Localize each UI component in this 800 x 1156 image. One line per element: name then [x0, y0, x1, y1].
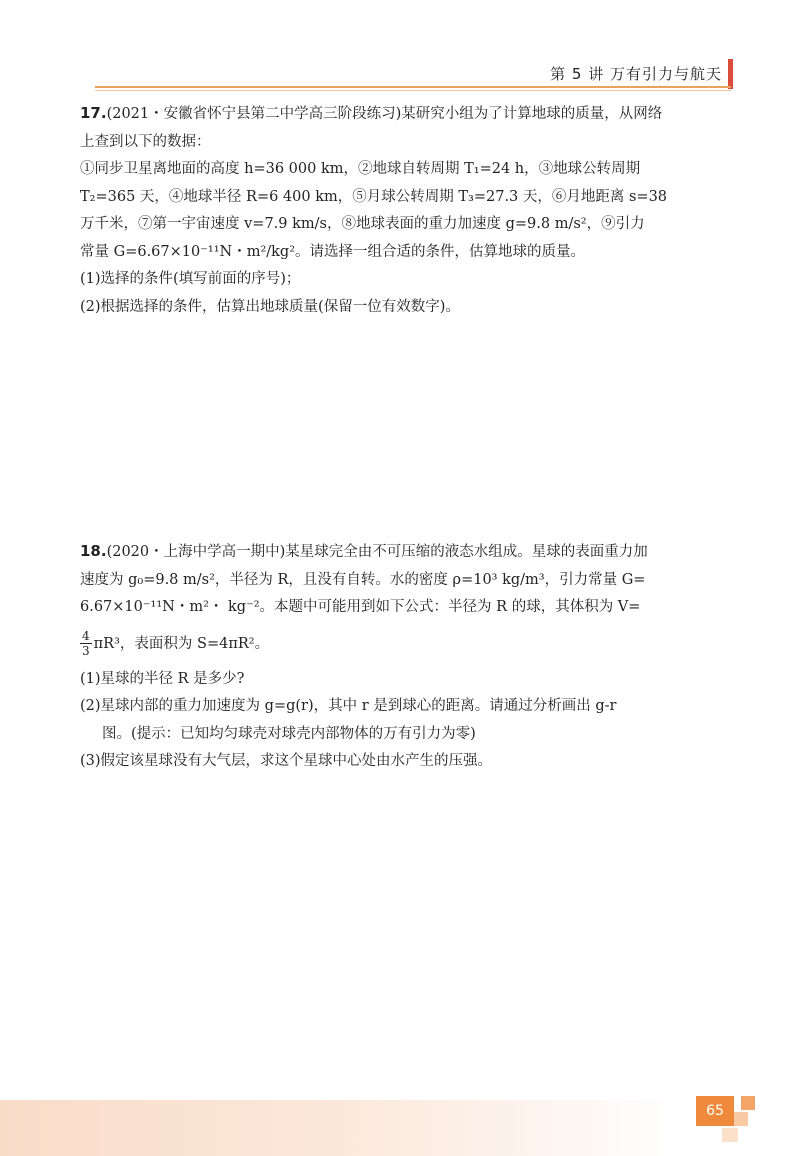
problem-17-source: (2021・安徽省怀宁县第二中学高三阶段练习): [106, 106, 402, 122]
problem-17-question-2: (2)根据选择的条件，估算出地球质量(保留一位有效数字)。: [80, 298, 460, 315]
problem-18-question-1: (1)星球的半径 R 是多少?: [80, 670, 245, 687]
footer-decor-square: [741, 1096, 755, 1110]
fraction-denominator: 3: [82, 644, 90, 658]
problem-17-number: 17.: [80, 104, 107, 122]
problem-18-number: 18.: [80, 542, 107, 560]
page-footer-band: [0, 1100, 800, 1156]
problem-17-line-5: 常量 G=6.67×10⁻¹¹N・m²/kg²。请选择一组合适的条件，估算地球的质量。: [80, 243, 586, 260]
problem-17-line-3: T₂=365 天，④地球半径 R=6 400 km，⑤月球公转周期 T₃=27.3 天，⑥月地距离 s=38: [80, 188, 668, 205]
header-accent-bar: [728, 59, 733, 89]
footer-decor-square: [722, 1128, 738, 1142]
page-number: 65: [696, 1096, 734, 1126]
problem-17-line-0: 某研究小组为了计算地球的质量，从网络: [401, 106, 663, 122]
header-rule-thin: [95, 90, 731, 91]
problem-18-line-2: 6.67×10⁻¹¹N・m²・ kg⁻²。本题中可能用到如下公式：半径为 R 的球，其体积为 V=: [80, 599, 641, 615]
problem-18-first-line: [80, 538, 725, 567]
problem-18-formula-tail: πR³，表面积为 S=4πR²。: [93, 635, 270, 652]
page-header: [0, 55, 800, 95]
chapter-title: 第 5 讲 万有引力与航天: [550, 65, 722, 83]
problem-18-question-2b: 图。(提示：已知均匀球壳对球壳内部物体的万有引力为零): [102, 725, 476, 742]
problem-17-line-2: ①同步卫星离地面的高度 h=36 000 km，②地球自转周期 T₁=24 h，③地球公转周期: [80, 161, 641, 177]
problem-18-formula-line: [80, 628, 725, 660]
problem-17-question-1: (1)选择的条件(填写前面的序号)；: [80, 271, 301, 287]
problem-18-source: (2020・上海中学高一期中): [106, 544, 286, 560]
problem-17-line-4: 万千米，⑦第一宇宙速度 v=7.9 km/s，⑧地球表面的重力加速度 g=9.8 m/s²，⑨引力: [80, 216, 645, 232]
problem-17-first-line: [80, 100, 725, 129]
problem-17-line-1: 上查到以下的数据：: [80, 133, 211, 150]
problem-18: [80, 538, 725, 776]
problem-17: [80, 100, 725, 321]
problem-18-question-3: (3)假定该星球没有大气层，求这个星球中心处由水产生的压强。: [80, 753, 493, 769]
footer-decor-square: [734, 1112, 748, 1126]
problem-18-line-1: 速度为 g₀=9.8 m/s²，半径为 R，且没有自转。水的密度 ρ=10³ kg/m³，引力常量 G=: [80, 571, 646, 588]
header-rule: [95, 86, 731, 88]
problem-18-line-0: 某星球完全由不可压缩的液态水组成。星球的表面重力加: [285, 544, 648, 560]
problem-18-question-2a: (2)星球内部的重力加速度为 g=g(r)，其中 r 是到球心的距离。请通过分析画出 g-r: [80, 698, 617, 714]
fraction-four-thirds: [80, 629, 92, 658]
fraction-numerator: 4: [82, 629, 90, 643]
